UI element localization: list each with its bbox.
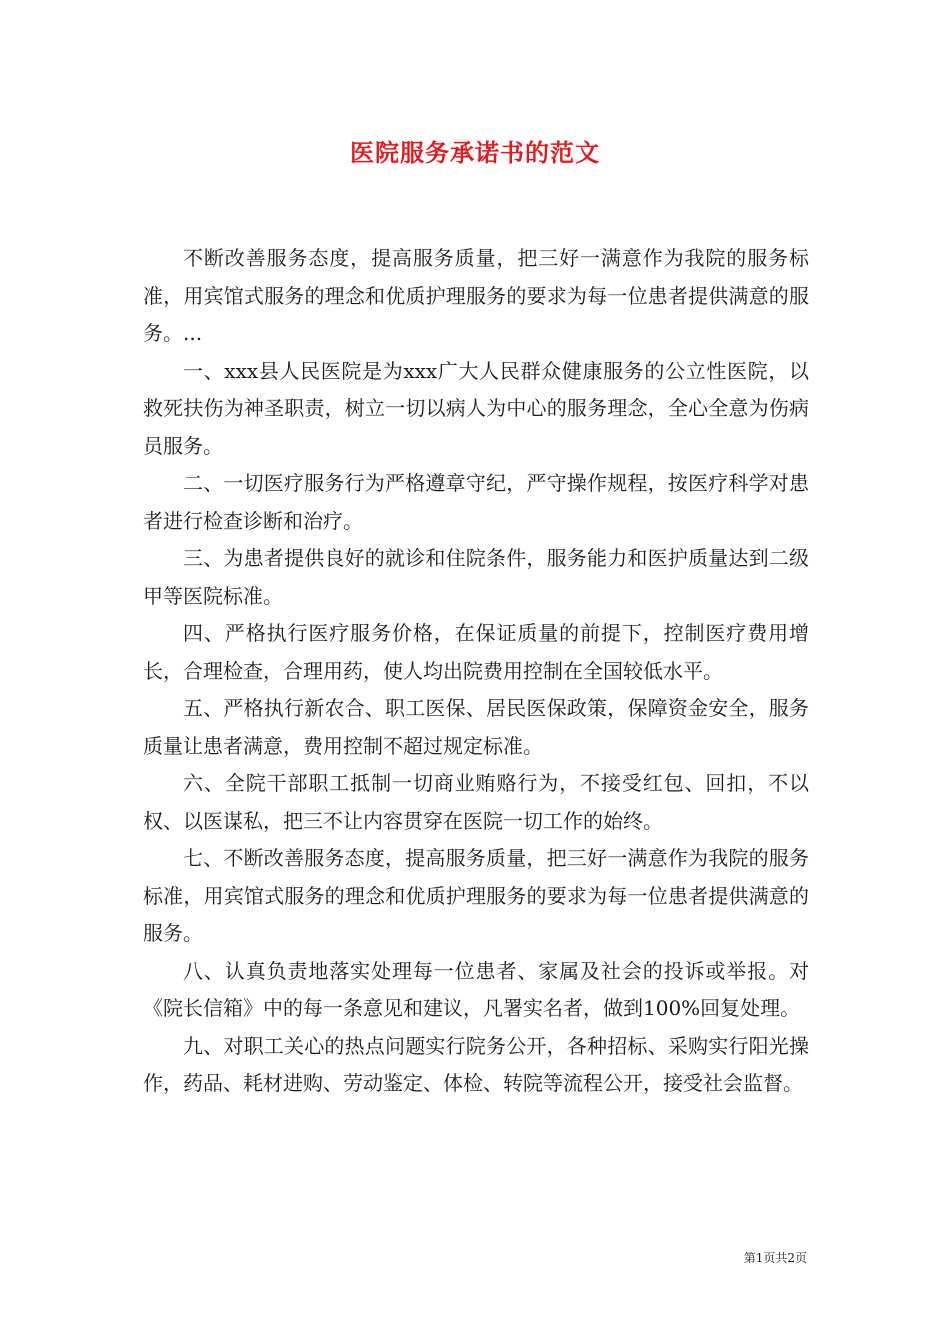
paragraph-item-7: 七、不断改善服务态度，提高服务质量，把三好一满意作为我院的服务标准，用宾馆式服务的理念和优质护理服务的要求为每一位患者提供满意的服务。 [143, 846, 809, 945]
document-body [143, 240, 809, 1103]
paragraph-item-8: 八、认真负责地落实处理每一位患者、家属及社会的投诉或举报。对《院长信箱》中的每一条意见和建议，凡署实名者，做到100%回复处理。 [143, 958, 809, 1020]
paragraph-item-9: 九、对职工关心的热点问题实行院务公开，各种招标、采购实行阳光操作，药品、耗材进购、劳动鉴定、体检、转院等流程公开，接受社会监督。 [143, 1033, 809, 1095]
page-number-label: 第1页共2页 [743, 1251, 807, 1265]
paragraph-item-4: 四、严格执行医疗服务价格，在保证质量的前提下，控制医疗费用增长，合理检查，合理用药，使人均出院费用控制在全国较低水平。 [143, 621, 809, 683]
paragraph-item-1: 一、xxx县人民医院是为xxx广大人民群众健康服务的公立性医院，以救死扶伤为神圣职责，树立一切以病人为中心的服务理念，全心全意为伤病员服务。 [143, 358, 809, 458]
paragraph-item-5: 五、严格执行新农合、职工医保、居民医保政策，保障资金安全，服务质量让患者满意，费用控制不超过规定标准。 [143, 696, 809, 758]
paragraph-intro: 不断改善服务态度，提高服务质量，把三好一满意作为我院的服务标准，用宾馆式服务的理念和优质护理服务的要求为每一位患者提供满意的服务。... [143, 246, 809, 345]
page-number-footer [744, 1249, 807, 1266]
document-title: 医院服务承诺书的范文 [350, 138, 600, 167]
paragraph-item-6: 六、全院干部职工抵制一切商业贿赂行为，不接受红包、回扣，不以权、以医谋私，把三不让内容贯穿在医院一切工作的始终。 [143, 771, 809, 833]
paragraph-item-3: 三、为患者提供良好的就诊和住院条件，服务能力和医护质量达到二级甲等医院标准。 [143, 546, 809, 608]
paragraph-item-2: 二、一切医疗服务行为严格遵章守纪，严守操作规程，按医疗科学对患者进行检查诊断和治疗。 [143, 471, 809, 533]
